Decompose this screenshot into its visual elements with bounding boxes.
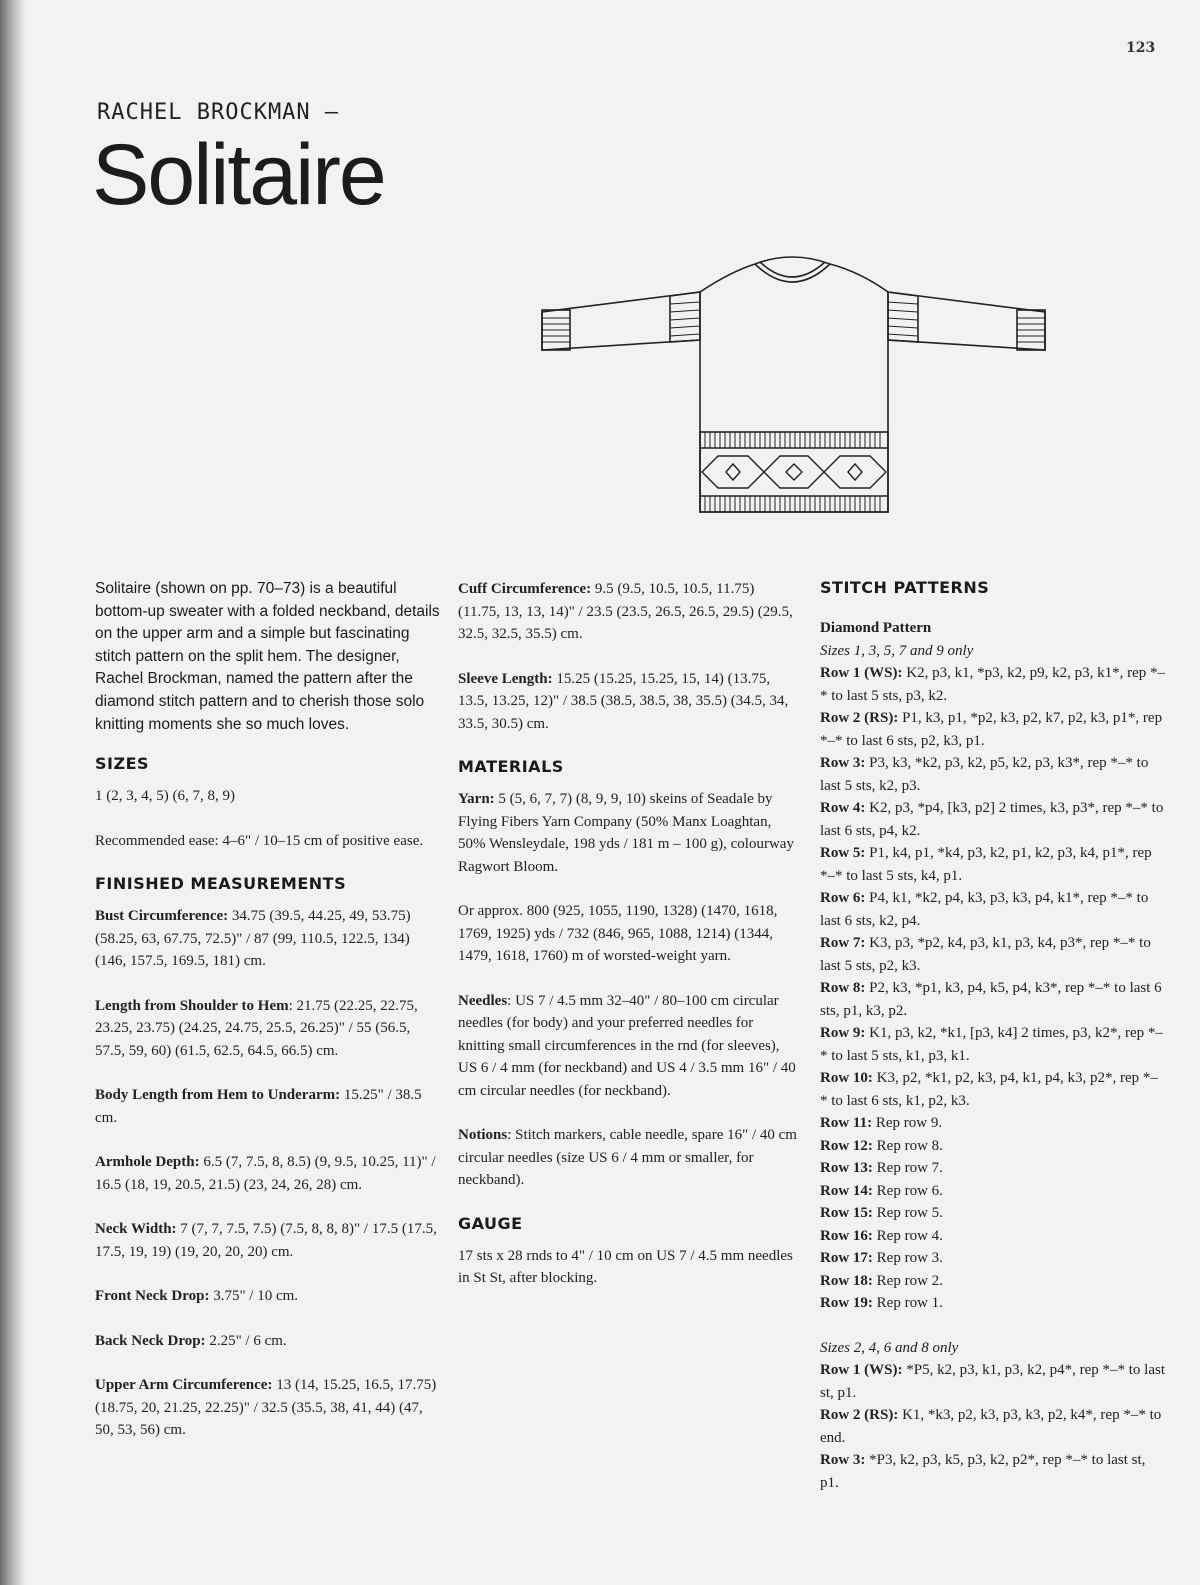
pattern-row: Row 16: Rep row 4. [820, 1227, 943, 1244]
yarn-approx: Or approx. 800 (925, 1055, 1190, 1328) (1470, 1618, 1769, 1925) yds / 732 (846, 965, 1088, 1214) (1344, 1479, 1618, 1760) m of worsted-weight yarn. [458, 903, 778, 964]
pattern-row: Row 5: P1, k4, p1, *k4, p3, k2, p1, k2, p3, k4, p1*, rep *–* to last 5 sts, k4, p1. [820, 845, 1152, 884]
diamond-rows-even [820, 1359, 1165, 1494]
measurement-item: Length from Shoulder to Hem: 21.75 (22.25, 22.75, 23.25, 23.75) (24.25, 24.75, 25.5, 26.25)" / 55 (56.5, 57.5, 59, 60) (61.5, 62.5, 64.5, 66.5) cm. [95, 997, 418, 1059]
column-left [95, 578, 440, 1464]
materials-heading: MATERIALS [458, 757, 564, 776]
page-number: 123 [1126, 40, 1156, 56]
pattern-row: Row 8: P2, k3, *p1, k3, p4, k5, p4, k3*, rep *–* to last 6 sts, p1, k3, p2. [820, 980, 1162, 1019]
pattern-row: Row 15: Rep row 5. [820, 1205, 943, 1221]
measurement-item: Front Neck Drop: 3.75" / 10 cm. [95, 1288, 299, 1305]
pattern-row: Row 3: P3, k3, *k2, p3, k2, p5, k2, p3, k3*, rep *–* to last 5 sts, k2, p3. [820, 755, 1149, 794]
pattern-row: Row 7: K3, p3, *p2, k4, p3, k1, p3, k4, p3*, rep *–* to last 5 sts, p2, k3. [820, 935, 1151, 974]
pattern-row: Row 9: K1, p3, k2, *k1, [p3, k4] 2 times, p3, k2*, rep *–* to last 5 sts, k1, p3, k1. [820, 1025, 1163, 1064]
sizes-list: 1 (2, 3, 4, 5) (6, 7, 8, 9) [95, 788, 235, 805]
pattern-row: Row 12: Rep row 8. [820, 1137, 943, 1154]
pattern-row: Row 11: Rep row 9. [820, 1115, 943, 1131]
finished-measurements-heading: FINISHED MEASUREMENTS [95, 874, 347, 894]
measurement-item: Bust Circumference: 34.75 (39.5, 44.25, 49, 53.75) (58.25, 63, 67.75, 72.5)" / 87 (99, 110.5, 122.5, 134) (146, 157.5, 169.5, 181) cm. [95, 908, 411, 970]
measurement-item: Back Neck Drop: 2.25" / 6 cm. [95, 1332, 287, 1349]
column-middle [458, 578, 798, 1312]
recommended-ease: Recommended ease: 4–6" / 10–15 cm of positive ease. [95, 832, 424, 849]
pattern-title: Solitaire [92, 127, 385, 223]
column-right [820, 578, 1165, 1494]
pattern-row: Row 13: Rep row 7. [820, 1160, 943, 1176]
pattern-row: Row 10: K3, p2, *k1, p2, k3, p4, k1, p4, k3, p2*, rep *–* to last 6 sts, k1, p2, k3. [820, 1070, 1158, 1109]
designer-name: RACHEL BROCKMAN – [97, 100, 340, 125]
diamond-rows-odd [820, 662, 1165, 1315]
pattern-row: Row 14: Rep row 6. [820, 1182, 943, 1199]
yarn-info: Yarn: 5 (5, 6, 7, 7) (8, 9, 9, 10) skeins of Seadale by Flying Fibers Yarn Company (50% Manx Loaghtan, 50% Wensleydale, 198 yds / 181 m – 100 g), colourway Ragwort Bloom. [458, 791, 794, 875]
measurement-item: Upper Arm Circumference: 13 (14, 15.25, 16.5, 17.75) (18.75, 20, 21.25, 22.25)" / 32.5 (35.5, 38, 41, 44) (47, 50, 53, 56) cm. [95, 1377, 437, 1439]
gauge-info: 17 sts x 28 rnds to 4" / 10 cm on US 7 / 4.5 mm needles in St St, after blocking. [458, 1247, 793, 1286]
pattern-row: Row 1 (WS): *P5, k2, p3, k1, p3, k2, p4*, rep *–* to last st, p1. [820, 1362, 1165, 1401]
pattern-row: Row 17: Rep row 3. [820, 1250, 943, 1266]
sizes-odd-note: Sizes 1, 3, 5, 7 and 9 only [820, 642, 974, 659]
cuff-circumference: Cuff Circumference: 9.5 (9.5, 10.5, 10.5, 11.75) (11.75, 13, 13, 14)" / 23.5 (23.5, 26.5, 26.5, 29.5) (29.5, 32.5, 32.5, 35.5) cm. [458, 581, 793, 642]
pattern-row: Row 19: Rep row 1. [820, 1295, 943, 1311]
pattern-row: Row 2 (RS): K1, *k3, p2, k3, p3, k3, p2, k4*, rep *–* to end. [820, 1407, 1162, 1446]
sleeve-length: Sleeve Length: 15.25 (15.25, 15.25, 15, 14) (13.75, 13.5, 13.25, 12)" / 38.5 (38.5, 38.5, 38, 35.5) (34.5, 34, 33.5, 30.5) cm. [458, 670, 789, 732]
gauge-heading: GAUGE [458, 1213, 523, 1233]
intro-paragraph: Solitaire (shown on pp. 70–73) is a beautiful bottom-up sweater with a folded neckband, details on the upper arm and a simple but fascinating stitch pattern on the split hem. The designer, Rachel Brockman, named the pattern after the diamond stitch pattern and to cherish those solo knitting moments she so much loves. [95, 580, 440, 733]
pattern-row: Row 1 (WS): K2, p3, k1, *p3, k2, p9, k2, p3, k1*, rep *–* to last 5 sts, p3, k2. [820, 665, 1165, 704]
notions-info: Notions: Stitch markers, cable needle, spare 16" / 40 cm circular needles (size US 6 / 4 mm or smaller, for neckband). [458, 1127, 797, 1188]
sizes-heading: SIZES [95, 754, 150, 774]
measurement-item: Armhole Depth: 6.5 (7, 7.5, 8, 8.5) (9, 9.5, 10.25, 11)" / 16.5 (18, 19, 20.5, 21.5) (23, 24, 26, 28) cm. [95, 1154, 436, 1193]
measurement-item: Body Length from Hem to Underarm: 15.25" / 38.5 cm. [95, 1087, 422, 1126]
stitch-patterns-heading: STITCH PATTERNS [820, 578, 990, 597]
sweater-schematic-icon [530, 250, 1055, 525]
needles-info: Needles: US 7 / 4.5 mm 32–40" / 80–100 cm circular needles (for body) and your preferred needles for knitting small circumferences in the rnd (for sleeves), US 6 / 4 mm (for neckband) and US 4 / 3.5 mm 16" / 40 cm circular needles (for neckband). [458, 992, 796, 1099]
pattern-row: Row 6: P4, k1, *k2, p4, k3, p3, k3, p4, k1*, rep *–* to last 6 sts, k2, p4. [820, 890, 1149, 929]
pattern-row: Row 3: *P3, k2, p3, k5, p3, k2, p2*, rep *–* to last st, p1. [820, 1452, 1146, 1491]
diamond-pattern-subheading: Diamond Pattern [820, 620, 932, 636]
pattern-row: Row 18: Rep row 2. [820, 1272, 943, 1289]
pattern-row: Row 2 (RS): P1, k3, p1, *p2, k3, p2, k7, p2, k3, p1*, rep *–* to last 6 sts, p2, k3, p1. [820, 710, 1163, 749]
sizes-even-note: Sizes 2, 4, 6 and 8 only [820, 1339, 959, 1356]
measurement-item: Neck Width: 7 (7, 7, 7.5, 7.5) (7.5, 8, 8, 8)" / 17.5 (17.5, 17.5, 19, 19) (19, 20, 20, 20) cm. [95, 1221, 437, 1260]
page-gutter-shadow [0, 0, 26, 1585]
pattern-row: Row 4: K2, p3, *p4, [k3, p2] 2 times, k3, p3*, rep *–* to last 6 sts, p4, k2. [820, 800, 1164, 839]
